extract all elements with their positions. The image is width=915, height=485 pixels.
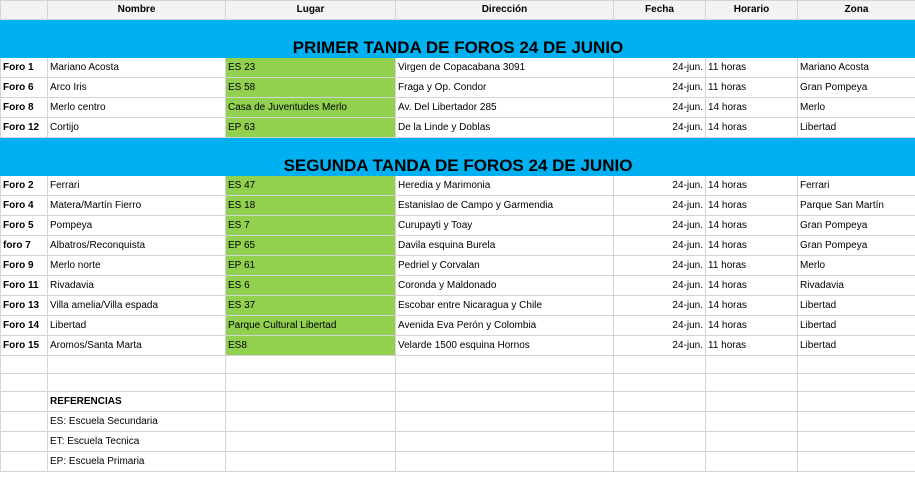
cell-horario[interactable]: 14 horas	[706, 196, 798, 216]
cell-horario[interactable]: 14 horas	[706, 216, 798, 236]
cell-foro[interactable]: foro 7	[1, 236, 48, 256]
table-row	[1, 316, 915, 336]
cell-foro[interactable]: Foro 15	[1, 336, 48, 356]
cell-fecha[interactable]: 24-jun.	[614, 196, 706, 216]
cell-zona[interactable]: Mariano Acosta	[798, 58, 915, 78]
cell-fecha[interactable]: 24-jun.	[614, 216, 706, 236]
cell-direccion[interactable]: Fraga y Op. Condor	[396, 78, 614, 98]
cell-fecha[interactable]: 24-jun.	[614, 276, 706, 296]
empty-row	[1, 374, 915, 392]
cell-zona[interactable]: Libertad	[798, 316, 915, 336]
cell-foro[interactable]: Foro 13	[1, 296, 48, 316]
reference-item[interactable]: EP: Escuela Primaria	[48, 452, 226, 472]
cell-horario[interactable]: 14 horas	[706, 118, 798, 138]
empty-cell[interactable]	[614, 356, 706, 374]
header-cell-nombre[interactable]: Nombre	[48, 1, 226, 20]
cell-nombre[interactable]: Pompeya	[48, 216, 226, 236]
empty-cell[interactable]	[798, 412, 915, 432]
cell-direccion[interactable]: De la Linde y Doblas	[396, 118, 614, 138]
empty-cell[interactable]	[226, 432, 396, 452]
table-row	[1, 256, 915, 276]
cell-zona[interactable]: Libertad	[798, 336, 915, 356]
empty-cell[interactable]	[1, 412, 48, 432]
cell-zona[interactable]: Gran Pompeya	[798, 216, 915, 236]
cell-lugar[interactable]: ES 58	[226, 78, 396, 98]
empty-cell[interactable]	[226, 356, 396, 374]
section-banner	[1, 38, 915, 58]
cell-foro[interactable]: Foro 4	[1, 196, 48, 216]
cell-nombre[interactable]: Albatros/Reconquista	[48, 236, 226, 256]
header-cell-zona[interactable]: Zona	[798, 1, 915, 20]
empty-cell[interactable]	[1, 452, 48, 472]
banner-spacer-cell	[1, 20, 915, 38]
cell-nombre[interactable]: Aromos/Santa Marta	[48, 336, 226, 356]
cell-horario[interactable]: 11 horas	[706, 256, 798, 276]
cell-lugar[interactable]: Casa de Juventudes Merlo	[226, 98, 396, 118]
cell-direccion[interactable]: Coronda y Maldonado	[396, 276, 614, 296]
cell-lugar[interactable]: EP 61	[226, 256, 396, 276]
cell-direccion[interactable]: Estanislao de Campo y Garmendia	[396, 196, 614, 216]
cell-lugar[interactable]: ES 7	[226, 216, 396, 236]
cell-fecha[interactable]: 24-jun.	[614, 98, 706, 118]
empty-cell[interactable]	[226, 452, 396, 472]
cell-direccion[interactable]: Velarde 1500 esquina Hornos	[396, 336, 614, 356]
cell-zona[interactable]: Gran Pompeya	[798, 236, 915, 256]
empty-cell[interactable]	[614, 432, 706, 452]
cell-direccion[interactable]: Pedriel y Corvalan	[396, 256, 614, 276]
references-row	[1, 392, 915, 412]
cell-lugar[interactable]: ES 47	[226, 176, 396, 196]
reference-item[interactable]: ET: Escuela Tecnica	[48, 432, 226, 452]
empty-cell[interactable]	[396, 412, 614, 432]
empty-cell[interactable]	[48, 374, 226, 392]
header-cell-direccion[interactable]: Dirección	[396, 1, 614, 20]
table-row	[1, 296, 915, 316]
empty-cell[interactable]	[226, 374, 396, 392]
cell-direccion[interactable]: Escobar entre Nicaragua y Chile	[396, 296, 614, 316]
cell-fecha[interactable]: 24-jun.	[614, 118, 706, 138]
reference-item-row	[1, 452, 915, 472]
cell-horario[interactable]: 14 horas	[706, 316, 798, 336]
section-title[interactable]: PRIMER TANDA DE FOROS 24 DE JUNIO	[1, 38, 915, 58]
cell-zona[interactable]: Parque San Martín	[798, 196, 915, 216]
cell-horario[interactable]: 14 horas	[706, 276, 798, 296]
reference-item-row	[1, 412, 915, 432]
cell-foro[interactable]: Foro 8	[1, 98, 48, 118]
section-banner-spacer	[1, 138, 915, 156]
empty-cell[interactable]	[396, 452, 614, 472]
empty-cell[interactable]	[1, 356, 48, 374]
cell-fecha[interactable]: 24-jun.	[614, 296, 706, 316]
cell-horario[interactable]: 11 horas	[706, 58, 798, 78]
cell-foro[interactable]: Foro 2	[1, 176, 48, 196]
cell-lugar[interactable]: ES 23	[226, 58, 396, 78]
table-row	[1, 336, 915, 356]
cell-fecha[interactable]: 24-jun.	[614, 256, 706, 276]
banner-spacer-cell	[1, 138, 915, 156]
cell-lugar[interactable]: ES8	[226, 336, 396, 356]
cell-fecha[interactable]: 24-jun.	[614, 236, 706, 256]
table-row	[1, 196, 915, 216]
table-row	[1, 276, 915, 296]
cell-nombre[interactable]: Matera/Martín Fierro	[48, 196, 226, 216]
cell-direccion[interactable]: Av. Del Libertador 285	[396, 98, 614, 118]
cell-direccion[interactable]: Davila esquina Burela	[396, 236, 614, 256]
empty-cell[interactable]	[706, 412, 798, 432]
empty-cell[interactable]	[706, 432, 798, 452]
header-cell-lugar[interactable]: Lugar	[226, 1, 396, 20]
cell-horario[interactable]: 14 horas	[706, 296, 798, 316]
cell-zona[interactable]: Merlo	[798, 256, 915, 276]
header-cell[interactable]	[1, 1, 48, 20]
empty-cell[interactable]	[226, 392, 396, 412]
cell-nombre[interactable]: Merlo norte	[48, 256, 226, 276]
table-row	[1, 98, 915, 118]
cell-direccion[interactable]: Virgen de Copacabana 3091	[396, 58, 614, 78]
cell-nombre[interactable]: Ferrari	[48, 176, 226, 196]
cell-nombre[interactable]: Arco Iris	[48, 78, 226, 98]
table-row	[1, 118, 915, 138]
table-row	[1, 236, 915, 256]
cell-lugar[interactable]: ES 6	[226, 276, 396, 296]
empty-cell[interactable]	[614, 412, 706, 432]
cell-nombre[interactable]: Cortijo	[48, 118, 226, 138]
cell-fecha[interactable]: 24-jun.	[614, 78, 706, 98]
empty-cell[interactable]	[798, 392, 915, 412]
cell-foro[interactable]: Foro 6	[1, 78, 48, 98]
cell-fecha[interactable]: 24-jun.	[614, 58, 706, 78]
cell-horario[interactable]: 11 horas	[706, 78, 798, 98]
cell-foro[interactable]: Foro 5	[1, 216, 48, 236]
empty-cell[interactable]	[614, 392, 706, 412]
cell-zona[interactable]: Rivadavia	[798, 276, 915, 296]
empty-cell[interactable]	[706, 392, 798, 412]
cell-foro[interactable]: Foro 11	[1, 276, 48, 296]
header-cell-fecha[interactable]: Fecha	[614, 1, 706, 20]
cell-lugar[interactable]: ES 37	[226, 296, 396, 316]
empty-cell[interactable]	[798, 356, 915, 374]
cell-nombre[interactable]: Rivadavia	[48, 276, 226, 296]
cell-horario[interactable]: 14 horas	[706, 176, 798, 196]
cell-foro[interactable]: Foro 1	[1, 58, 48, 78]
empty-cell[interactable]	[1, 432, 48, 452]
cell-fecha[interactable]: 24-jun.	[614, 176, 706, 196]
cell-nombre[interactable]: Mariano Acosta	[48, 58, 226, 78]
table-row	[1, 58, 915, 78]
empty-cell[interactable]	[396, 392, 614, 412]
cell-zona[interactable]: Merlo	[798, 98, 915, 118]
empty-cell[interactable]	[706, 452, 798, 472]
cell-foro[interactable]: Foro 12	[1, 118, 48, 138]
header-cell-horario[interactable]: Horario	[706, 1, 798, 20]
cell-fecha[interactable]: 24-jun.	[614, 316, 706, 336]
empty-cell[interactable]	[614, 452, 706, 472]
references-title[interactable]: REFERENCIAS	[48, 392, 226, 412]
cell-horario[interactable]: 14 horas	[706, 98, 798, 118]
empty-cell[interactable]	[706, 374, 798, 392]
empty-cell[interactable]	[706, 356, 798, 374]
empty-cell[interactable]	[226, 412, 396, 432]
empty-cell[interactable]	[798, 432, 915, 452]
cell-horario[interactable]: 11 horas	[706, 336, 798, 356]
cell-foro[interactable]: Foro 14	[1, 316, 48, 336]
section-banner-spacer	[1, 20, 915, 38]
cell-lugar[interactable]: EP 63	[226, 118, 396, 138]
section-banner	[1, 156, 915, 176]
cell-lugar[interactable]: ES 18	[226, 196, 396, 216]
reference-item[interactable]: ES: Escuela Secundaria	[48, 412, 226, 432]
cell-lugar[interactable]: Parque Cultural Libertad	[226, 316, 396, 336]
cell-fecha[interactable]: 24-jun.	[614, 336, 706, 356]
table-row	[1, 78, 915, 98]
cell-foro[interactable]: Foro 9	[1, 256, 48, 276]
cell-zona[interactable]: Gran Pompeya	[798, 78, 915, 98]
empty-cell[interactable]	[1, 392, 48, 412]
section-title[interactable]: SEGUNDA TANDA DE FOROS 24 DE JUNIO	[1, 156, 915, 176]
empty-cell[interactable]	[798, 374, 915, 392]
cell-zona[interactable]: Libertad	[798, 118, 915, 138]
empty-cell[interactable]	[396, 356, 614, 374]
empty-cell[interactable]	[396, 374, 614, 392]
cell-lugar[interactable]: EP 65	[226, 236, 396, 256]
cell-direccion[interactable]: Heredia y Marimonia	[396, 176, 614, 196]
empty-cell[interactable]	[798, 452, 915, 472]
empty-row	[1, 356, 915, 374]
cell-horario[interactable]: 14 horas	[706, 236, 798, 256]
empty-cell[interactable]	[614, 374, 706, 392]
empty-cell[interactable]	[396, 432, 614, 452]
table-row	[1, 216, 915, 236]
reference-item-row	[1, 432, 915, 452]
cell-nombre[interactable]: Libertad	[48, 316, 226, 336]
column-header-row	[1, 1, 915, 20]
table-row	[1, 176, 915, 196]
cell-direccion[interactable]: Avenida Eva Perón y Colombia	[396, 316, 614, 336]
cell-nombre[interactable]: Villa amelia/Villa espada	[48, 296, 226, 316]
cell-nombre[interactable]: Merlo centro	[48, 98, 226, 118]
cell-zona[interactable]: Ferrari	[798, 176, 915, 196]
cell-direccion[interactable]: Curupayti y Toay	[396, 216, 614, 236]
empty-cell[interactable]	[48, 356, 226, 374]
empty-cell[interactable]	[1, 374, 48, 392]
cell-zona[interactable]: Libertad	[798, 296, 915, 316]
